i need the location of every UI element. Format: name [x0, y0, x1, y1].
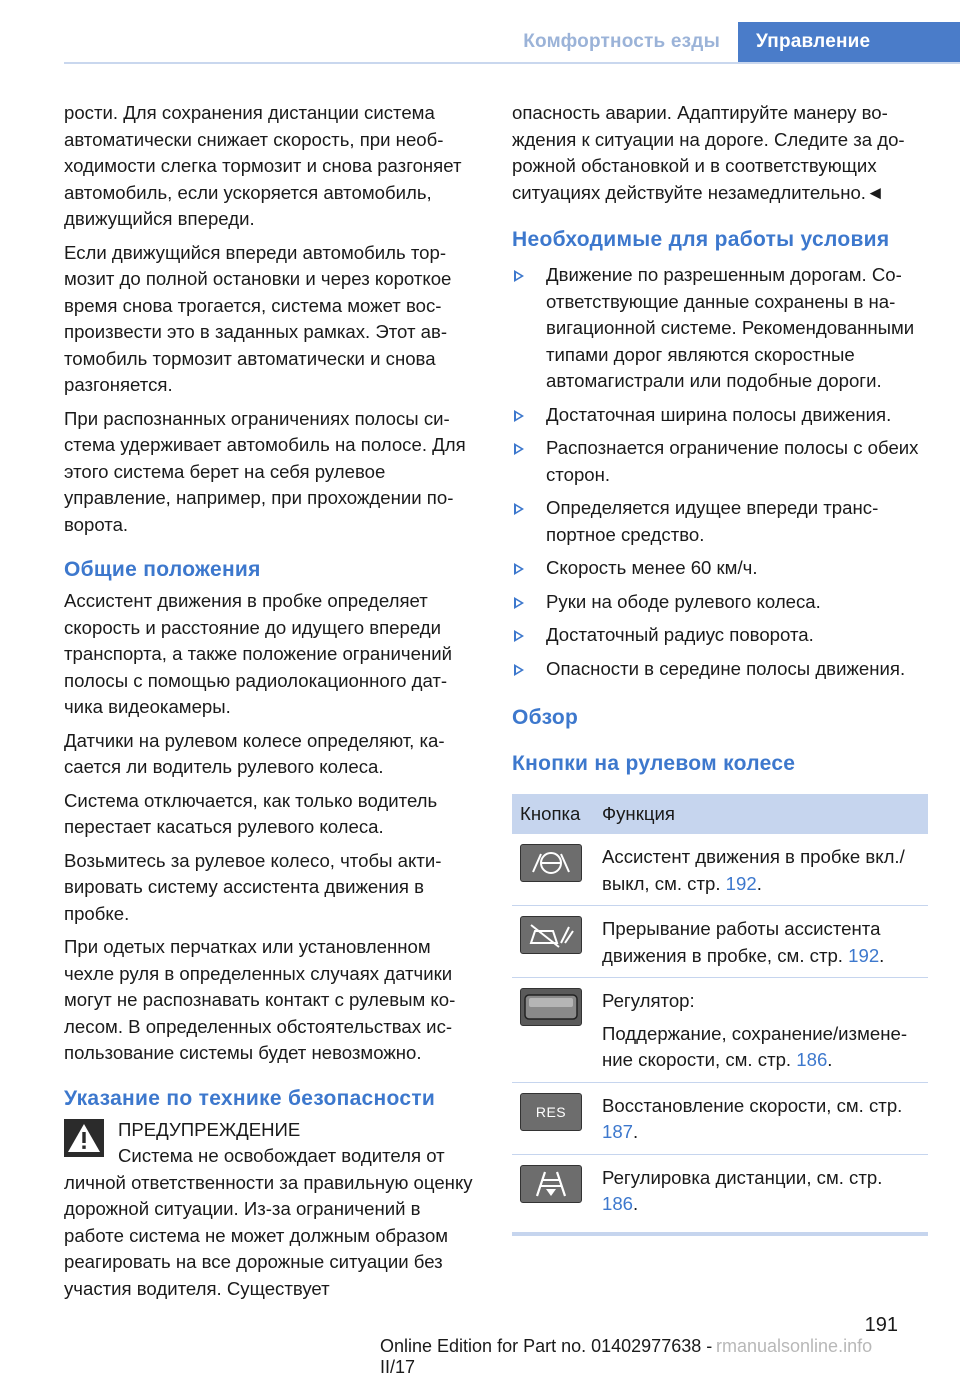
bullet-triangle-icon — [514, 443, 524, 455]
section-tab[interactable]: Комфортность езды — [523, 31, 720, 52]
page-number: 191 — [864, 1314, 898, 1336]
list-item — [512, 495, 928, 548]
list-item — [512, 402, 928, 429]
table-cell-text: Прерывание работы ассистента движения в пробке, см. стр. — [602, 918, 881, 966]
page-header — [0, 0, 960, 62]
res-button-icon — [520, 1093, 582, 1131]
bullet-triangle-icon — [514, 664, 524, 676]
table-row: Прерывание работы ассистента движения в пробке, см. стр. 192. — [512, 906, 928, 978]
res-button-label: RES — [535, 1103, 567, 1120]
heading-buttons: Кнопки на рулевом колесе — [512, 752, 796, 775]
warning-icon — [64, 1119, 104, 1157]
paragraph: Если движущийся впереди автомобиль тормозит до полной остановки и через короткое время снова трогается, система может воспроизвести это в заданных рамках. Этот автомобиль тормозит автоматически и снова разгоняется. — [64, 241, 452, 395]
list-item — [512, 622, 928, 649]
warning-title: ПРЕДУПРЕЖДЕНИЕ — [118, 1118, 301, 1140]
watermark: rmanualsonline.info — [716, 1336, 873, 1356]
page-reference-link[interactable]: 192 — [848, 944, 880, 966]
heading-safety: Указание по технике безопасности — [64, 1086, 436, 1110]
paragraph: Датчики на рулевом колесе определяют, касается ли водитель рулевого колеса. — [64, 729, 445, 777]
paragraph: рости. Для сохранения дистанции система автоматически снижает скорость, при необходимости слегка тормозит и снова разгоняет автомобиль, если ускоряется автомобиль, движущийся впереди. — [64, 102, 462, 229]
header-divider — [64, 62, 960, 64]
paragraph: Ассистент движения в пробке определяет скорость и расстояние до идущего впереди транспорта, а также положение ограничений полосы с помощью радиолокационного датчика видеокамеры. — [64, 590, 452, 717]
page-reference-link[interactable]: 186 — [796, 1049, 828, 1070]
table-cell-text: Регулировка дистанции, см. стр. — [602, 1166, 883, 1188]
paragraph: При одетых перчатках или установленном чехле руля в определенных случаях датчики могут не распознавать контакт с рулевым колесом. В определенных обстоятельствах использование системы будет невозможно. — [64, 936, 456, 1063]
heading-conditions: Необходимые для работы условия — [512, 228, 890, 251]
paragraph: опасность аварии. Адаптируйте манеру вождения к ситуации на дороге. Следите за дорожной обстановкой и в соответствующих ситуациях действуйте незамедлительно.◄ — [512, 102, 905, 203]
bullet-triangle-icon — [514, 503, 524, 515]
right-column — [512, 100, 928, 1236]
heading-general: Общие положения — [64, 558, 261, 581]
list-item-text: Достаточная ширина полосы движения. — [546, 403, 892, 425]
list-item — [512, 435, 928, 488]
list-item-text: Скорость менее 60 км/ч. — [546, 557, 758, 578]
paragraph: Система отключается, как только водитель перестает касаться рулевого колеса. — [64, 789, 438, 837]
page-reference-link[interactable]: 187 — [602, 1121, 634, 1142]
list-item-text: Движение по разрешенным дорогам. Соответствующие данные сохранены в навигационной системе. Рекомендованными типами дорог являются скоростные автомагистрали или подобные дороги. — [546, 264, 915, 391]
conditions-list — [512, 262, 928, 682]
table-cell-text: Восстановление скорости, см. стр. — [602, 1094, 903, 1116]
table-cell-text: Поддержание, сохранение/изменение скорости, см. стр. — [602, 1022, 908, 1070]
rocker-switch-icon — [520, 988, 582, 1026]
warning-block — [64, 1117, 479, 1303]
list-item-text: Достаточный радиус поворота. — [546, 624, 814, 645]
table-cell-text: Ассистент движения в пробке вкл./выкл, см. стр. — [602, 846, 905, 894]
chapter-tab[interactable]: Управление — [738, 22, 960, 62]
paragraph: Возьмитесь за рулевое колесо, чтобы активировать систему ассистента движения в пробке. — [64, 849, 442, 924]
bullet-triangle-icon — [514, 630, 524, 642]
edition-note: Online Edition for Part no. 01402977638 - II/17 — [380, 1336, 713, 1377]
bullet-triangle-icon — [514, 597, 524, 609]
table-row: RES Восстановление скорости, см. стр. 187. — [512, 1082, 928, 1154]
warning-text: Система не освобождает водителя от — [118, 1145, 445, 1166]
left-column — [64, 100, 479, 1302]
interrupt-assistant-icon — [520, 916, 582, 954]
list-item — [512, 555, 928, 582]
bullet-triangle-icon — [514, 410, 524, 422]
page-reference-link[interactable]: 192 — [725, 872, 757, 894]
table-row: Регулировка дистанции, см. стр. 186. — [512, 1154, 928, 1234]
warning-text: личной ответственности за правильную оценку дорожной ситуации. Из-за ограничений в работе система не может должным образом реагировать на все дорожные ситуации без участия водителя. Существует — [64, 1171, 473, 1299]
column-header-button: Кнопка — [512, 794, 594, 834]
table-header-row — [512, 794, 928, 834]
page-reference-link[interactable]: 186 — [602, 1193, 634, 1214]
list-item — [512, 589, 928, 616]
bullet-triangle-icon — [514, 270, 524, 282]
list-item-text: Распознается ограничение полосы с обеих сторон. — [546, 437, 919, 485]
heading-overview: Обзор — [512, 706, 579, 729]
paragraph: При распознанных ограничениях полосы система удерживает автомобиль на полосе. Для этого система берет на себя рулевое управление, например, при прохождении поворота. — [64, 407, 466, 535]
list-item — [512, 656, 928, 683]
table-row: Регулятор: Поддержание, сохранение/изменение скорости, см. стр. 186. — [512, 978, 928, 1083]
buttons-table — [512, 794, 928, 1236]
list-item-text: Руки на ободе рулевого колеса. — [546, 590, 821, 612]
table-row: Ассистент движения в пробке вкл./выкл, см. стр. 192. — [512, 834, 928, 906]
list-item — [512, 262, 928, 395]
traffic-jam-assistant-icon — [520, 844, 582, 882]
table-cell-text: Регулятор: — [602, 990, 695, 1011]
bullet-triangle-icon — [514, 563, 524, 575]
column-header-function: Функция — [594, 794, 928, 834]
distance-setting-icon — [520, 1165, 582, 1203]
list-item-text: Определяется идущее впереди транспортное средство. — [546, 497, 879, 545]
list-item-text: Опасности в середине полосы движения. — [546, 657, 906, 679]
